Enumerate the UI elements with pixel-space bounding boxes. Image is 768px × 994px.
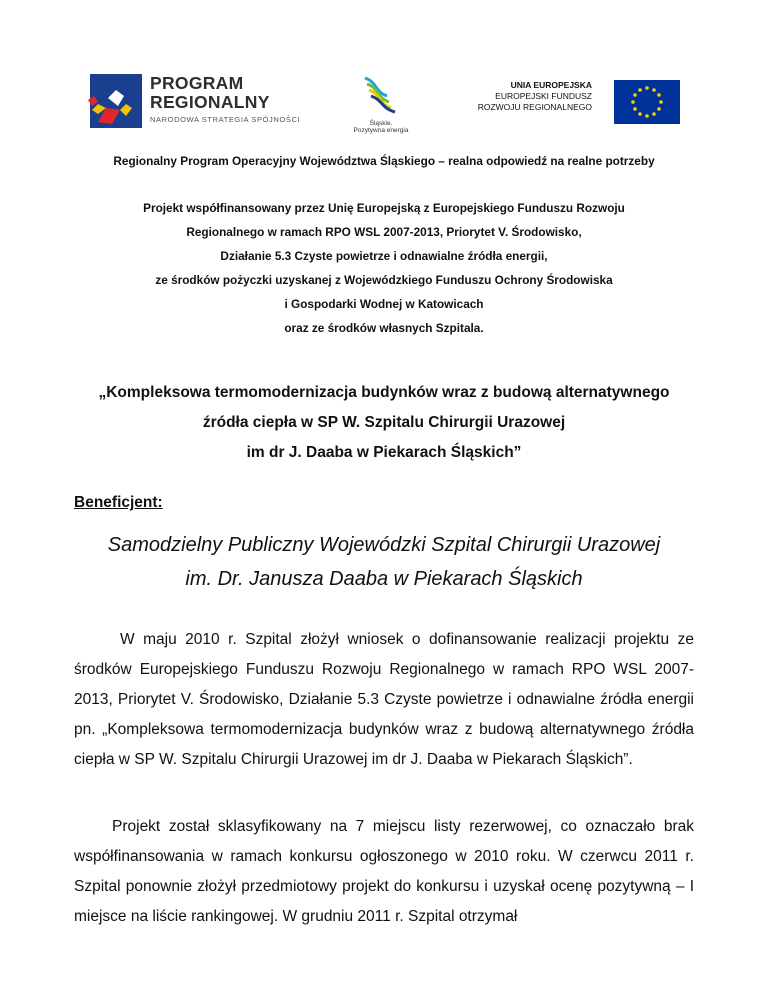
cofunding-line: oraz ze środków własnych Szpitala. bbox=[284, 321, 484, 335]
project-title-line: źródła ciepła w SP W. Szpitalu Chirurgii Urazowej bbox=[202, 414, 566, 431]
project-title-line: im dr J. Daaba w Piekarach Śląskich” bbox=[246, 444, 522, 461]
cofunding-line: Regionalnego w ramach RPO WSL 2007-2013, Priorytet V. Środowisko, bbox=[186, 225, 582, 239]
eu-logo bbox=[466, 80, 680, 128]
program-line2: REGIONALNY bbox=[150, 92, 270, 112]
project-title bbox=[0, 378, 768, 468]
eu-text bbox=[478, 80, 592, 113]
program-regionalny-logo bbox=[84, 70, 324, 134]
slaskie-waves-icon bbox=[359, 74, 403, 114]
cofunding-notice bbox=[0, 196, 768, 340]
beneficiary-name bbox=[0, 528, 768, 596]
paragraph-application: W maju 2010 r. Szpital złożył wniosek o dofinansowanie realizacji projektu ze środków Europejskiego Funduszu Rozwoju Regionalnego w ramach RPO WSL 2007-2013, Priorytet V. Środowisko, Działanie 5.3 Czyste powietrze i odnawialne źródła energii pn. „Kompleksowa termomodernizacja budynków wraz z budową alternatywnego źródła ciepła w SP W. Szpitalu Chirurgii Urazowej im dr J. Daaba w Piekarach Śląskich”. bbox=[74, 631, 694, 768]
program-regionalny-emblem-icon bbox=[84, 70, 146, 132]
beneficiary-label: Beneficjent: bbox=[74, 494, 163, 511]
eu-line2: EUROPEJSKI FUNDUSZ bbox=[495, 91, 592, 101]
slaskie-tagline: Pozytywna energia bbox=[353, 127, 409, 134]
cofunding-line: i Gospodarki Wodnej w Katowicach bbox=[284, 297, 484, 311]
eu-line3: ROZWOJU REGIONALNEGO bbox=[477, 102, 592, 112]
cofunding-line: Projekt współfinansowany przez Unię Europejską z Europejskiego Funduszu Rozwoju bbox=[143, 201, 625, 215]
paragraph-classification: Projekt został sklasyfikowany na 7 miejscu listy rezerwowej, co oznaczało brak współfinansowania w ramach konkursu ogłoszonego w 2010 roku. W czerwcu 2011 r. Szpital ponownie złożył przedmiotowy projekt do konkursu i uzyskał ocenę pozytywną – I miejsce na liście rankingowej. W grudniu 2011 r. Szpital otrzymał bbox=[74, 818, 694, 925]
beneficiary-name-line2: im. Dr. Janusza Daaba w Piekarach Śląskich bbox=[185, 568, 583, 590]
cofunding-line: ze środków pożyczki uzyskanej z Wojewódzkiego Funduszu Ochrony Środowiska bbox=[155, 273, 613, 287]
eu-flag-icon bbox=[614, 80, 680, 124]
eu-line1: UNIA EUROPEJSKA bbox=[510, 80, 592, 90]
beneficiary-name-line1: Samodzielny Publiczny Wojewódzki Szpital Chirurgii Urazowej bbox=[107, 534, 661, 556]
program-header-line: Regionalny Program Operacyjny Województwa Śląskiego – realna odpowiedź na realne potrzeby bbox=[113, 154, 655, 168]
slaskie-logo bbox=[348, 74, 414, 134]
cofunding-line: Działanie 5.3 Czyste powietrze i odnawialne źródła energii, bbox=[220, 249, 548, 263]
program-line3: NARODOWA STRATEGIA SPÓJNOŚCI bbox=[150, 115, 301, 124]
slaskie-name: Śląskie. bbox=[369, 120, 393, 127]
project-title-line: „Kompleksowa termomodernizacja budynków wraz z budową alternatywnego bbox=[98, 384, 670, 401]
program-regionalny-text bbox=[150, 74, 300, 124]
logo-bar bbox=[0, 70, 768, 140]
program-line1: PROGRAM bbox=[150, 73, 244, 93]
